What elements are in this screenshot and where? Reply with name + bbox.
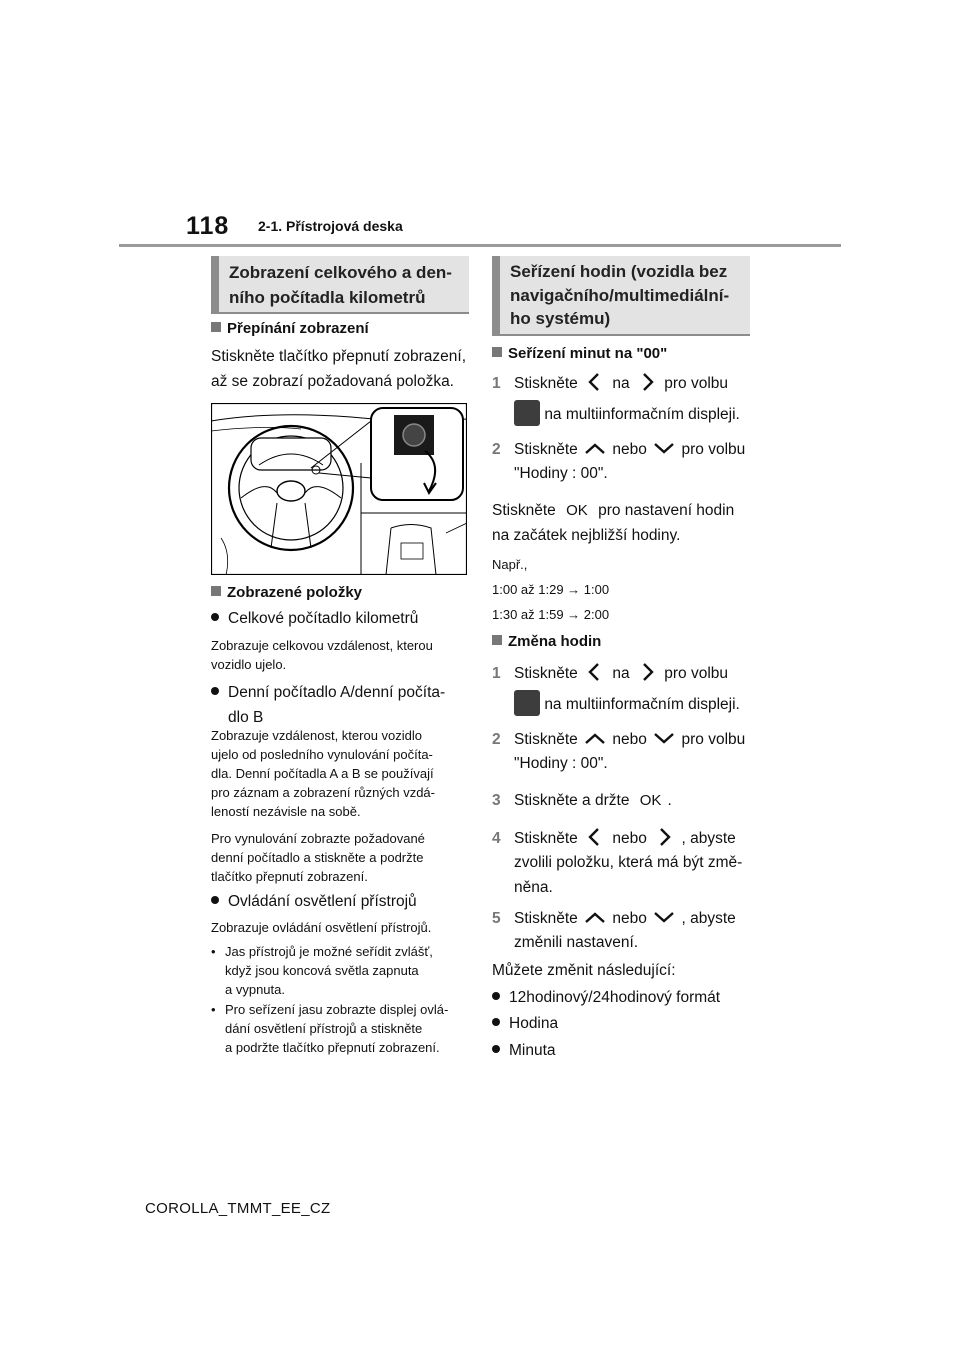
chevron-up-icon — [582, 728, 608, 748]
bullet-item — [492, 1038, 556, 1063]
chevron-down-icon — [651, 907, 677, 927]
bullet-text: Minuta — [509, 1042, 556, 1059]
example-line: 1:00 až 1:29 → 1:00 — [492, 582, 610, 597]
section-title: 2-1. Přístrojová deska — [258, 218, 403, 234]
text-line: dla. Denní počítadla A a B se používají — [211, 766, 434, 781]
chevron-down-icon — [651, 438, 677, 458]
page-number: 118 — [186, 212, 230, 240]
step-2-cont: "Hodiny : 00". — [514, 465, 608, 482]
chevron-up-icon — [582, 907, 608, 927]
subheading-switch — [211, 320, 369, 337]
right-heading-line: ho systému) — [510, 309, 611, 328]
step-number: 2 — [492, 731, 501, 748]
square-marker-icon — [211, 322, 221, 332]
text-line: denní počítadlo a stiskněte a podržte — [211, 850, 424, 865]
text-line: když jsou koncová světla zapnuta — [225, 963, 419, 978]
step-text: pro volbu — [664, 375, 729, 392]
text-line: ujelo od posledního vynulování počíta- — [211, 747, 433, 762]
chevron-left-icon — [582, 827, 608, 847]
square-marker-icon — [211, 586, 221, 596]
step-4-cont — [514, 850, 742, 900]
step-text: , abyste — [681, 830, 736, 847]
step-text: Stiskněte — [514, 910, 578, 927]
bullet-text: Ovládání osvětlení přístrojů — [228, 893, 417, 910]
paragraph — [492, 498, 734, 523]
step-text: Stiskněte — [514, 375, 578, 392]
step-1-cont — [514, 690, 740, 717]
paragraph — [211, 344, 466, 394]
chevron-right-icon — [651, 827, 677, 847]
step-text: Stiskněte — [514, 830, 578, 847]
step-2 — [492, 437, 745, 462]
step-number: 4 — [492, 830, 501, 847]
ok-button-symbol: OK — [639, 792, 662, 809]
text-line: tlačítko přepnutí zobrazení. — [211, 869, 368, 884]
step-text: na multiinformačním displeji. — [544, 406, 740, 423]
step-text: nebo — [612, 731, 647, 748]
text-line: a vypnuta. — [225, 982, 285, 997]
right-heading-line: navigačního/multimediální- — [510, 285, 730, 305]
step-number: 5 — [492, 910, 501, 927]
dashboard-illustration — [211, 403, 467, 575]
bullet-item — [211, 606, 418, 631]
paragraph: Můžete změnit následující: — [492, 962, 676, 979]
step-4 — [492, 826, 736, 851]
bullet-icon — [492, 1045, 500, 1053]
text-line: dání osvětlení přístrojů a stiskněte — [225, 1021, 423, 1036]
step-text: nebo — [612, 910, 647, 927]
subheading-text: Změna hodin — [508, 633, 602, 650]
text-line: Pro vynulování zobrazte požadované — [211, 831, 425, 846]
bullet-text: Denní počítadlo A/denní počíta- — [228, 684, 446, 701]
bullet-icon — [211, 687, 219, 695]
note-item — [211, 942, 433, 999]
text-line: Zobrazuje celkovou vzdálenost, kterou — [211, 638, 433, 653]
example-line: 1:30 až 1:59 → 2:00 — [492, 607, 610, 622]
step-1 — [492, 371, 728, 396]
step-text: na — [612, 665, 630, 682]
step-text: nebo — [612, 441, 647, 458]
description — [211, 636, 433, 674]
square-marker-icon — [492, 635, 502, 645]
right-heading-box — [492, 256, 750, 336]
ok-button-symbol: OK — [566, 502, 588, 519]
step-text: pro volbu — [681, 731, 746, 748]
chevron-right-icon — [634, 372, 660, 392]
step-text: pro volbu — [664, 665, 729, 682]
chevron-right-icon — [634, 662, 660, 682]
step-number: 3 — [492, 792, 501, 809]
chevron-left-icon — [582, 662, 608, 682]
bullet-text: Hodina — [509, 1015, 559, 1032]
left-heading-line: Zobrazení celkového a den- — [229, 263, 452, 282]
left-heading-box — [211, 256, 469, 314]
step-2-cont: "Hodiny : 00". — [514, 755, 608, 772]
text-line: Zobrazuje vzdálenost, kterou vozidlo — [211, 728, 423, 743]
text-line: pro záznam a zobrazení různých vzdá- — [211, 785, 435, 800]
header-rule — [119, 244, 841, 247]
bullet-icon — [492, 992, 500, 1000]
step-number: 1 — [492, 665, 501, 682]
bullet-item — [211, 889, 417, 914]
settings-gear-icon — [514, 690, 540, 716]
note-item — [211, 1000, 448, 1057]
settings-gear-icon — [514, 400, 540, 426]
step-3 — [492, 788, 672, 813]
subheading-items — [211, 584, 362, 601]
bullet-text: 12hodinový/24hodinový formát — [509, 989, 721, 1006]
step-text: Stiskněte — [514, 731, 578, 748]
text-line: a podržte tlačítko přepnutí zobrazení. — [225, 1040, 440, 1055]
bullet-icon — [211, 613, 219, 621]
text-line: až se zobrazí požadovaná položka. — [211, 373, 454, 390]
bullet-icon — [211, 896, 219, 904]
footer-doc-code: COROLLA_TMMT_EE_CZ — [145, 1200, 331, 1217]
text: Stiskněte — [492, 502, 556, 519]
step-text: , abyste — [681, 910, 736, 927]
text: pro nastavení hodin — [598, 502, 735, 519]
description: Zobrazuje ovládání osvětlení přístrojů. — [211, 920, 432, 935]
description — [211, 726, 435, 821]
bullet-text: Celkové počítadlo kilometrů — [228, 610, 419, 627]
step-text: Stiskněte — [514, 441, 578, 458]
step-text: na multiinformačním displeji. — [544, 696, 740, 713]
text-line: Stiskněte tlačítko přepnutí zobrazení, — [211, 348, 467, 365]
bullet-item — [492, 985, 720, 1010]
bullet-icon — [492, 1018, 500, 1026]
square-marker-icon — [492, 347, 502, 357]
step-text: pro volbu — [681, 441, 746, 458]
step-text: nebo — [612, 830, 647, 847]
step-5 — [492, 906, 736, 931]
bullet-item — [211, 680, 445, 730]
right-heading-line: Seřízení hodin (vozidla bez — [510, 262, 728, 281]
subheading-minutes — [492, 345, 667, 362]
step-text: Stiskněte a držte — [514, 792, 630, 809]
text-line: něna. — [514, 879, 553, 896]
step-1-cont — [514, 400, 740, 427]
description — [211, 829, 425, 886]
step-text: na — [612, 375, 630, 392]
subheading-change — [492, 633, 601, 650]
text-line: Pro seřízení jasu zobrazte displej ovlá- — [225, 1002, 449, 1017]
step-5-cont: změnili nastavení. — [514, 934, 639, 951]
step-1 — [492, 661, 728, 686]
note-bullet-icon: • — [211, 1002, 216, 1017]
step-text: Stiskněte — [514, 665, 578, 682]
subheading-text: Seřízení minut na "00" — [508, 345, 668, 362]
step-number: 2 — [492, 441, 501, 458]
subheading-text: Zobrazené položky — [227, 584, 363, 601]
chevron-down-icon — [651, 728, 677, 748]
step-number: 1 — [492, 375, 501, 392]
paragraph: na začátek nejbližší hodiny. — [492, 527, 681, 544]
note-bullet-icon: • — [211, 944, 216, 959]
bullet-item — [492, 1011, 558, 1036]
bullet-text: dlo B — [228, 709, 264, 726]
text-line: leností nezávisle na sobě. — [211, 804, 361, 819]
text-line: vozidlo ujelo. — [211, 657, 287, 672]
text-line: Jas přístrojů je možné seřídit zvlášť, — [225, 944, 433, 959]
chevron-up-icon — [582, 438, 608, 458]
step-text: . — [667, 792, 672, 809]
chevron-left-icon — [582, 372, 608, 392]
step-2 — [492, 727, 745, 752]
subheading-text: Přepínání zobrazení — [227, 320, 369, 337]
text-line: zvolili položku, která má být změ- — [514, 854, 743, 871]
example-label: Např., — [492, 557, 528, 572]
left-heading-line: ního počítadla kilometrů — [229, 288, 426, 307]
